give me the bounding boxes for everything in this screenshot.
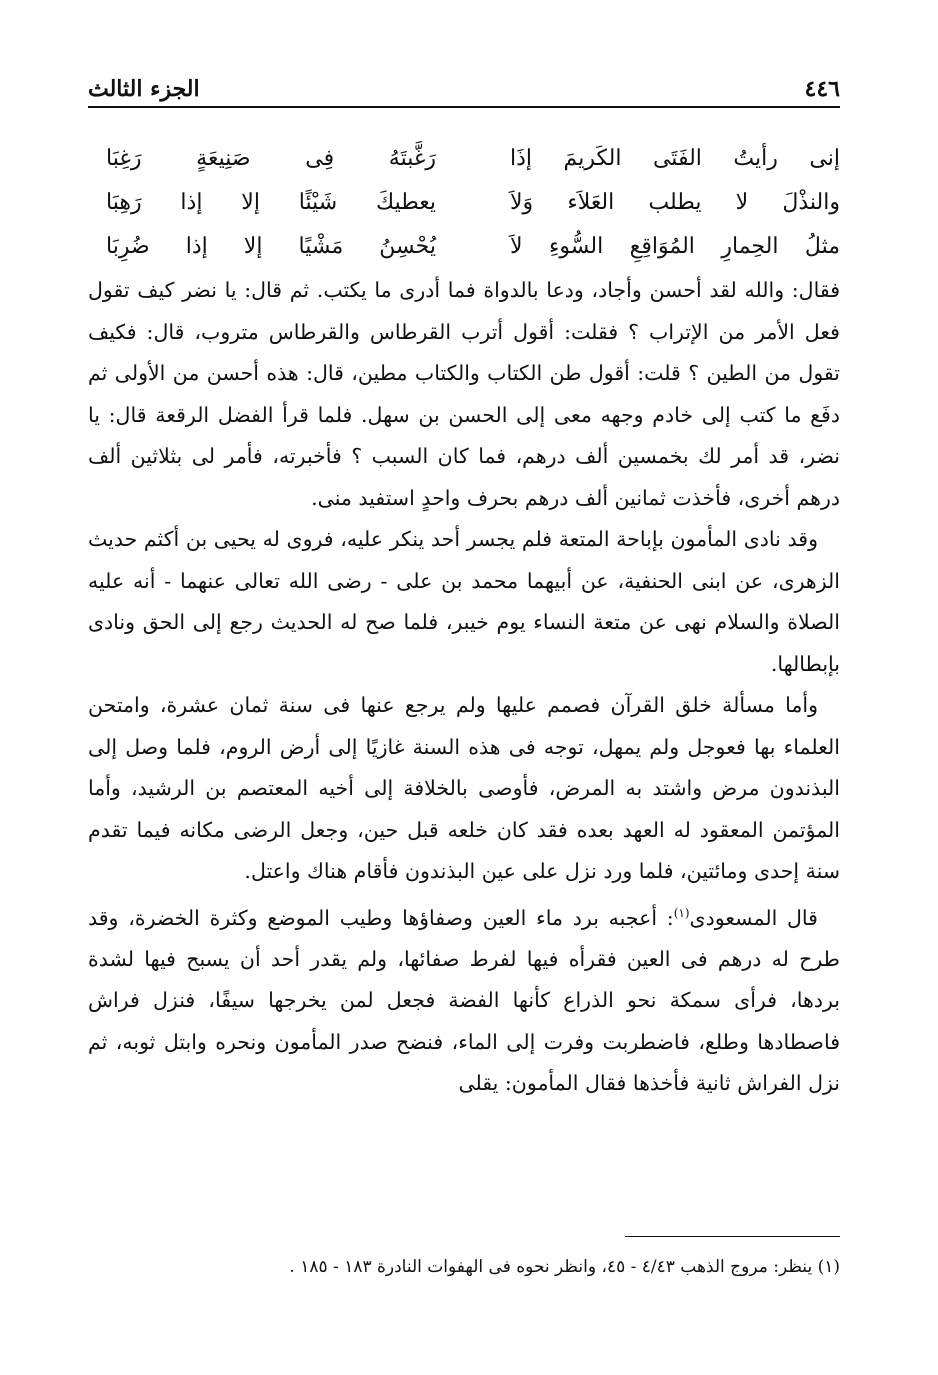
- paragraph: وقد نادى المأمون بإباحة المتعة فلم يجسر أحد ينكر عليه، فروى له يحيى بن أكثم حديث الزهرى، عن ابنى الحنفية، عن أبيهما محمد بن على - رضى الله تعالى عنهما - أنه عليه الصلاة والسلام نهى عن متعة النساء يوم خيبر، فلما صح له الحديث رجع إلى الحق ونادى بإبطالها.: [88, 527, 840, 676]
- verse-first-hemistich: والنذْلَ لا يطلب العَلاَء وَلاَ: [510, 189, 840, 215]
- page-header: [88, 60, 840, 102]
- verse-second-hemistich: يُحْسِنُ مَشْيًا إلا إذا ضُرِبَا: [106, 233, 436, 259]
- poem-verse: [106, 224, 840, 268]
- footnote: (١) ينظر: مروج الذهب ٤/٤٣ - ٤٥، وانظر نحوه فى الهفوات النادرة ١٨٣ - ١٨٥ .: [289, 1257, 840, 1277]
- poem: [106, 136, 840, 268]
- quote-source: قال المسعودى: [689, 905, 818, 930]
- paragraph-text: : أعجبه برد ماء العين وصفاؤها وطيب الموضع وكثرة الخضرة، وقد طرح له درهم فى العين فقرأه فيها لفرط صفائها، ولم يقدر أحد أن يسبح فيها لشدة بردها، فرأى سمكة نحو الذراع كأنها الفضة فجعل لمن يخرجها سيفًا، فنزل فراش فاصطادها وطلع، فاضطربت وفرت إلى الماء، فنضح صدر المأمون ونحره وابتل ثوبه، ثم نزل الفراش ثانية فأخذها فقال المأمون: يقلى: [88, 905, 840, 1096]
- verse-second-hemistich: رَغَّبتَهُ فِى صَنِيعَةٍ رَغِبَا: [106, 145, 436, 171]
- paragraph: فقال: والله لقد أحسن وأجاد، ودعا بالدواة فما أدرى ما يكتب. ثم قال: يا نضر كيف تقول فعل الأمر من الإتراب ؟ فقلت: أقول أترب القرطاس والقرطاس متروب، قال: فكيف تقول من الطين ؟ قلت: أقول طن الكتاب والكتاب مطين، قال: هذه أحسن من الأولى ثم دفَع ما كتب إلى خادم وجهه معى إلى الحسن بن سهل. فلما قرأ الفضل الرقعة قال: يا نضر، قد أمر لك بخمسين ألف درهم، فما كان السبب ؟ فأخبرته، فأمر لى بثلاثين ألف درهم أخرى، فأخذت ثمانين ألف درهم بحرف واحدٍ استفيد منى.: [88, 278, 840, 510]
- section-title: الجزء الثالث: [88, 76, 200, 102]
- verse-second-hemistich: يعطيكَ شَيْئًا إلا إذا رَهِبَا: [106, 189, 436, 215]
- paragraph: وأما مسألة خلق القرآن فصمم عليها ولم يرجع عنها فى سنة ثمان عشرة، وامتحن العلماء بها فعوجل ولم يمهل، توجه فى هذه السنة غازيًا إلى أرض الروم، فلما وصل إلى البذندون مرض واشتد به المرض، فأوصى بالخلافة إلى أخيه المعتصم بن الرشيد، وأما المؤتمن المعقود له العهد بعده فقد كان خلعه قبل حين، وجعل الرضى مكانه فيما تقدم سنة إحدى ومائتين، فلما ورد نزل على عين البذندون فأقام هناك واعتل.: [88, 693, 840, 883]
- footnote-marker: (١): [673, 905, 690, 920]
- body-text: [88, 270, 840, 1105]
- poem-verse: [106, 136, 840, 180]
- book-page: [88, 60, 840, 1310]
- poem-verse: [106, 180, 840, 224]
- page-number: ٤٤٦: [804, 76, 840, 102]
- header-divider: [88, 106, 840, 108]
- verse-first-hemistich: إنى رأيتُ الفَتَى الكَريمَ إذَا: [510, 145, 840, 171]
- footnote-divider: [625, 1236, 840, 1237]
- verse-first-hemistich: مثلُ الحِمارِ المُوَاقِعِ السُّوءِ لاَ: [510, 233, 840, 259]
- paragraph: [88, 893, 840, 1105]
